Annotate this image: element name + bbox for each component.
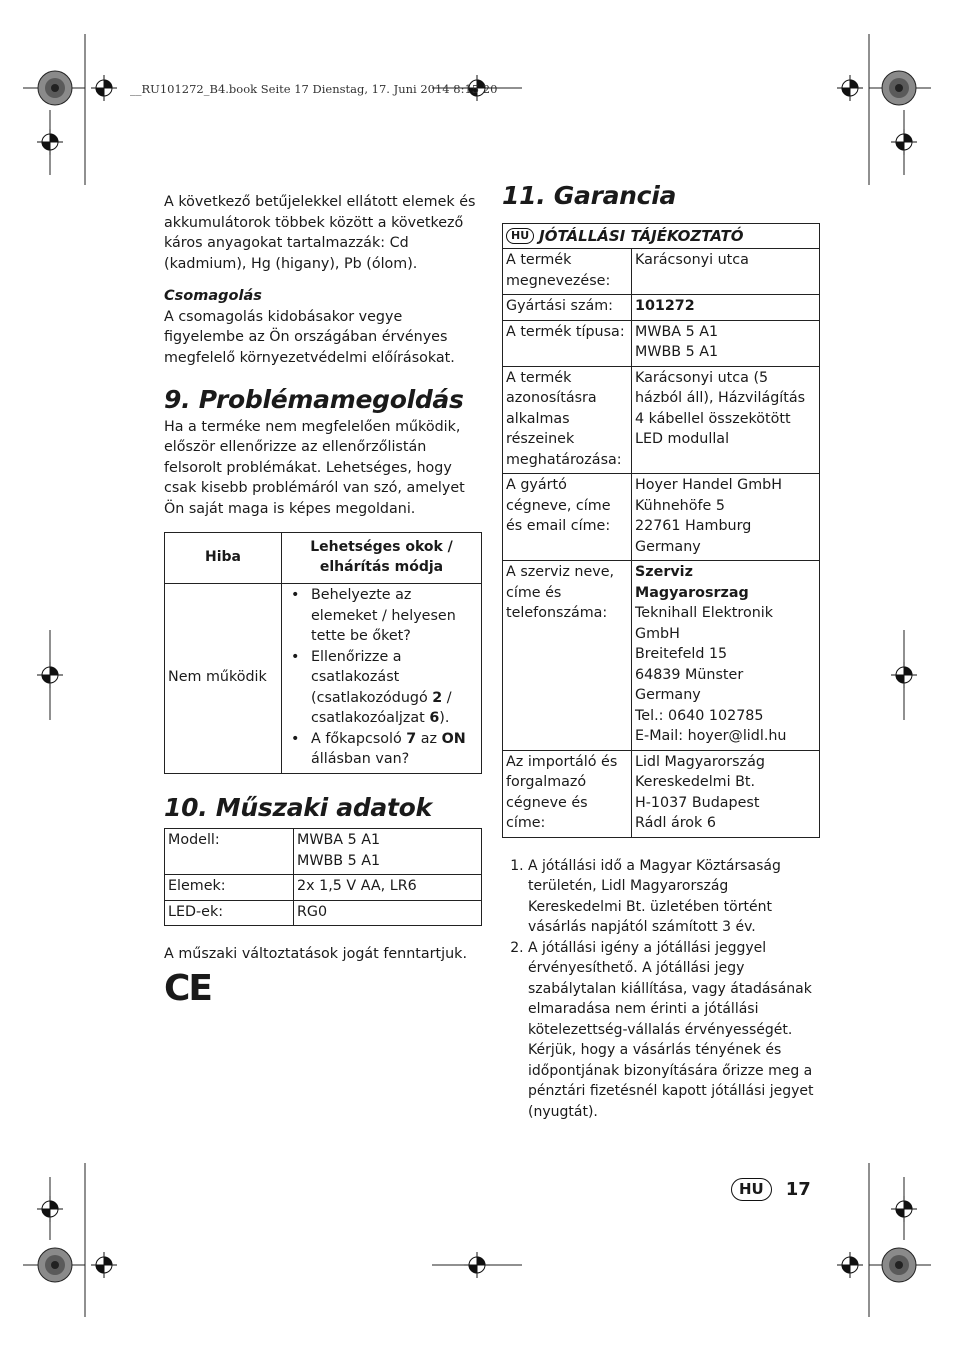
- ce-mark-icon: CE: [164, 967, 212, 1009]
- cause-item: • A főkapcsoló 7 az ON állásban van?: [311, 729, 478, 770]
- warranty-note: 1. A jótállási idő a Magyar Köztársaság területén, Lidl Magyarország Kereskedelmi Bt. üzletében történt vásárlás napjától számított 3 év.: [528, 856, 820, 938]
- packaging-title: Csomagolás: [164, 288, 262, 304]
- cause-item: • Behelyezte az elemeket / helyesen tette be őket?: [311, 585, 478, 647]
- troubleshooting-table: [164, 532, 482, 774]
- tech-change-note: A műszaki változtatások jogát fenntartjuk.: [164, 946, 467, 962]
- spec-row: Elemek: 2x 1,5 V AA, LR6: [165, 875, 482, 901]
- battery-intro-text: A következő betűjelekkel ellátott elemek és akkumulátorok többek között a következő káros anyagokat tartalmazzák: Cd (kadmium), Hg (higany), Pb (ólom).: [164, 194, 476, 272]
- warranty-row: A termék típusa: MWBA 5 A1 MWBB 5 A1: [503, 320, 820, 366]
- section-9-text: Ha a terméke nem megfelelően működik, először ellenőrizze az ellenőrzőlistán felsorolt problémákat. Lehetséges, hogy csak kisebb problémáról van szó, amelyet Ön saját maga is képes megoldani.: [164, 418, 465, 517]
- page-footer: [731, 1178, 811, 1201]
- warranty-row: A szerviz neve, címe és telefonszáma: Szerviz Magyarosrzag Teknihall Elektronik GmbH Breitefeld 15 64839 Münster Germany Tel.: 0640 102785 E-Mail: hoyer@lidl.hu: [503, 561, 820, 751]
- section-9-title: 9. Problémamegoldás: [164, 385, 464, 414]
- warranty-row: Az importáló és forgalmazó cégneve és címe: Lidl Magyarország Kereskedelmi Bt. H-1037 Budapest Rádl árok 6: [503, 750, 820, 837]
- cause-item: • Ellenőrizze a csatlakozást (csatlakozódugó 2 / csatlakozóaljzat 6).: [311, 647, 478, 729]
- page-number: 17: [785, 1179, 811, 1200]
- left-column: [164, 192, 482, 1007]
- spec-row: Modell: MWBA 5 A1 MWBB 5 A1: [165, 829, 482, 875]
- fault-col-header: Hiba: [165, 533, 282, 584]
- specs-table: [164, 828, 482, 926]
- warranty-header: HU JÓTÁLLÁSI TÁJÉKOZTATÓ: [503, 223, 820, 249]
- warranty-row: A gyártó cégneve, címe és email címe: Hoyer Handel GmbH Kühnehöfe 5 22761 Hamburg Germany: [503, 474, 820, 561]
- section-10-title: 10. Műszaki adatok: [164, 792, 432, 822]
- hu-language-badge: HU: [731, 1178, 772, 1201]
- warranty-row: Gyártási szám: 101272: [503, 295, 820, 321]
- spec-row: LED-ek: RG0: [165, 900, 482, 926]
- warranty-row: A termék azonosításra alkalmas részeinek meghatározása: Karácsonyi utca (5 házból áll), Házvilágítás 4 kábellel összekötött LED modullal: [503, 366, 820, 474]
- packaging-text: A csomagolás kidobásakor vegye figyelembe az Ön országában érvényes megfelelő környezetvédelmi előírásokat.: [164, 308, 455, 366]
- cause-cell: [282, 584, 482, 774]
- print-header: __RU101272_B4.book Seite 17 Dienstag, 17. Juni 2014 8:15 20: [130, 82, 498, 96]
- warranty-note: 2. A jótállási igény a jótállási jeggyel érvényesíthető. A jótállási jegy szabálytalan kiállítása, vagy átadásának elmaradása nem érinti a jótállási kötelezettség-vállalás érvényességét. Kérjük, hogy a vásárlás tényének és időpontjának bizonyítására őrizze meg a pénztári fizetésnél kapott jótállási jegyet (nyugtát).: [528, 938, 820, 1123]
- cause-col-header: Lehetséges okok / elhárítás módja: [282, 533, 482, 584]
- warranty-notes: [502, 856, 820, 1123]
- hu-badge: HU: [506, 228, 534, 244]
- section-11-title: 11. Garancia: [502, 181, 677, 210]
- fault-cell: Nem működik: [165, 584, 282, 774]
- warranty-row: A termék megnevezése: Karácsonyi utca: [503, 249, 820, 295]
- warranty-table: [502, 223, 820, 838]
- right-column: [502, 181, 820, 1122]
